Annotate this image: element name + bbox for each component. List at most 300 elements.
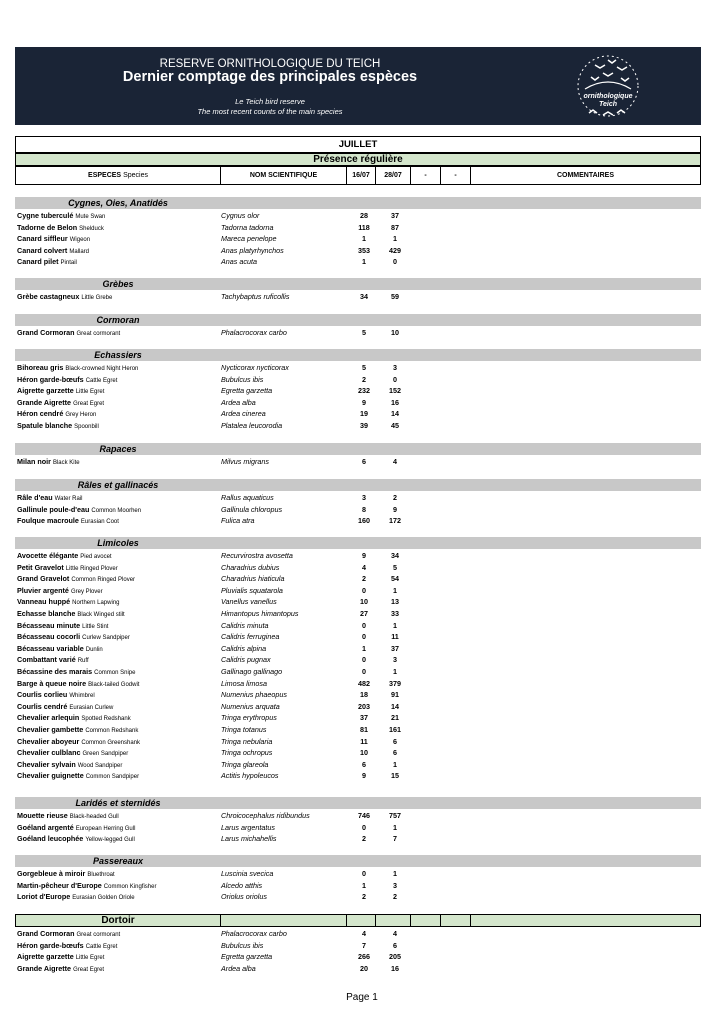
scientific-name: Limosa limosa	[221, 678, 267, 688]
count-28-07: 1	[393, 869, 397, 878]
section-title: Rapaces	[99, 444, 137, 454]
species-name: Grande Aigrette Great Egret	[17, 963, 105, 973]
table-row	[17, 456, 697, 467]
count-28-07: 1	[393, 822, 397, 832]
species-name-en: Spotted Redshank	[81, 716, 131, 723]
species-name-en: Great cormorant	[76, 932, 121, 938]
species-name: Courlis cendré Eurasian Curlew	[17, 701, 114, 711]
count-28-07: 6	[393, 748, 397, 758]
col-date-2: 28/07	[376, 167, 411, 184]
count-16-07: 0	[362, 620, 366, 630]
species-name-en: Common Ringed Plover	[71, 577, 136, 584]
logo-text-1: ornithologique	[583, 93, 633, 100]
species-name: Goéland leucophée Yellow-legged Gull	[17, 834, 135, 844]
species-name-en: Cattle Egret	[85, 943, 118, 950]
scientific-name: Bubulcus ibis	[221, 374, 264, 384]
scientific-name: Charadrius hiaticula	[221, 574, 285, 584]
species-name-en: Whimbrel	[69, 693, 95, 700]
reserve-name: RESERVE ORNITHOLOGIQUE DU TEICH	[159, 58, 381, 70]
species-name-en: Common Kingfisher	[103, 883, 157, 890]
species-name: Foulque macroule Eurasian Coot	[17, 516, 119, 526]
section-title: Râles et gallinacés	[77, 480, 159, 490]
section-header	[15, 278, 701, 290]
scientific-name: Phalacrocorax carbo	[221, 328, 287, 337]
table-row	[17, 712, 697, 723]
scientific-name: Ardea cinerea	[221, 409, 266, 419]
scientific-name: Gallinula chloropus	[221, 504, 283, 514]
count-28-07: 21	[391, 713, 399, 723]
scientific-name: Tadorna tadorna	[221, 222, 274, 232]
species-name-en: Eurasian Coot	[80, 519, 119, 526]
count-28-07: 4	[393, 929, 397, 938]
count-16-07: 203	[358, 701, 370, 711]
table-row	[17, 573, 697, 584]
species-name-en: Grey Plover	[70, 588, 103, 595]
count-16-07: 3	[362, 493, 366, 502]
table-row	[17, 233, 697, 244]
scientific-name: Gallinago gallinago	[221, 667, 283, 676]
scientific-name: Larus michahellis	[221, 834, 277, 844]
dortoir-cell-sci	[221, 915, 347, 926]
count-16-07: 8	[362, 504, 366, 514]
table-row	[17, 666, 697, 677]
species-name: Chevalier aboyeur Common Greenshank	[17, 736, 141, 746]
scientific-name: Tringa ochropus	[221, 748, 273, 758]
count-16-07: 9	[362, 771, 366, 781]
species-name: Bécasseau variable Dunlin	[17, 643, 103, 653]
species-name-en: Common Snipe	[94, 670, 136, 676]
count-16-07: 0	[362, 655, 366, 665]
scientific-name: Vanellus vanellus	[221, 597, 277, 607]
species-name: Héron garde-bœufs Cattle Egret	[17, 374, 118, 384]
section-title: Cormoran	[96, 315, 140, 325]
count-16-07: 5	[362, 328, 366, 337]
species-name-en: European Herring Gull	[75, 825, 136, 832]
count-16-07: 18	[360, 690, 368, 700]
scientific-name: Mareca penelope	[221, 234, 277, 244]
col-comments: COMMENTAIRES	[556, 172, 615, 179]
count-28-07: 3	[393, 880, 397, 890]
count-28-07: 9	[393, 504, 397, 514]
count-28-07: 2	[393, 892, 397, 902]
count-28-07: 87	[391, 222, 399, 232]
table-row	[17, 678, 697, 689]
scientific-name: Numenius arquata	[221, 701, 280, 711]
section-title: Grèbes	[102, 279, 134, 289]
count-28-07: 1	[393, 585, 397, 595]
count-28-07: 6	[393, 736, 397, 746]
table-row	[17, 833, 697, 844]
scientific-name: Platalea leucorodia	[221, 421, 283, 430]
count-16-07: 1	[362, 880, 366, 890]
table-row	[17, 362, 697, 373]
count-16-07: 39	[360, 421, 368, 430]
scientific-name: Calidris alpina	[221, 643, 267, 653]
species-name: Martin-pêcheur d'Europe Common Kingfisher	[17, 880, 157, 890]
table-row	[17, 689, 697, 700]
dortoir-cell-d1	[347, 915, 376, 926]
section-header	[15, 855, 701, 867]
scientific-name: Calidris pugnax	[221, 655, 271, 665]
count-16-07: 1	[362, 643, 366, 653]
species-name: Grande Aigrette Great Egret	[17, 397, 105, 407]
species-name-en: Water Rail	[54, 496, 83, 502]
count-16-07: 2	[362, 374, 366, 384]
scientific-name: Calidris minuta	[221, 620, 269, 630]
count-28-07: 11	[391, 632, 399, 642]
count-28-07: 429	[389, 245, 401, 255]
count-28-07: 33	[391, 609, 399, 618]
scientific-name: Actitis hypoleucos	[221, 771, 279, 781]
count-16-07: 2	[362, 892, 366, 902]
species-name: Grèbe castagneux Little Grebe	[17, 292, 113, 301]
table-row	[17, 492, 697, 503]
count-16-07: 11	[360, 736, 368, 746]
count-16-07: 353	[358, 245, 370, 255]
dortoir-cell-d3	[411, 915, 441, 926]
count-28-07: 1	[393, 759, 397, 769]
count-16-07: 34	[360, 292, 368, 301]
count-28-07: 14	[391, 701, 399, 711]
species-name: Spatule blanche Spoonbill	[17, 421, 99, 430]
count-16-07: 7	[362, 940, 366, 950]
count-16-07: 9	[362, 397, 366, 407]
species-name-en: Shelduck	[79, 225, 104, 232]
count-16-07: 6	[362, 759, 366, 769]
count-28-07: 172	[389, 516, 401, 526]
count-16-07: 746	[358, 811, 370, 820]
scientific-name: Tringa erythropus	[221, 713, 277, 723]
species-name: Chevalier guignette Common Sandpiper	[17, 771, 140, 781]
species-name: Grand Cormoran Great cormorant	[17, 929, 121, 938]
scientific-name: Bubulcus ibis	[221, 940, 264, 950]
section-header	[15, 314, 701, 326]
species-name: Aigrette garzette Little Egret	[17, 386, 105, 396]
logo-text-2: Teich	[598, 101, 618, 108]
species-name: Canard siffleur Wigeon	[17, 234, 91, 244]
species-name: Pluvier argenté Grey Plover	[17, 585, 103, 595]
count-16-07: 232	[358, 386, 370, 396]
table-row	[17, 928, 697, 939]
count-16-07: 37	[360, 713, 368, 723]
species-name: Avocette élégante Pied avocet	[17, 551, 112, 560]
count-28-07: 379	[389, 678, 401, 688]
species-name: Chevalier gambette Common Redshank	[17, 725, 139, 734]
section-header	[15, 197, 701, 209]
species-name-en: Little Stint	[82, 623, 109, 630]
species-name: Cygne tuberculé Mute Swan	[17, 211, 106, 220]
species-name: Mouette rieuse Black-headed Gull	[17, 811, 119, 820]
count-16-07: 4	[362, 562, 366, 572]
scientific-name: Ardea alba	[221, 397, 256, 407]
table-row	[17, 515, 697, 526]
species-name: Barge à queue noire Black-tailed Godwit	[17, 678, 140, 688]
species-name: Gorgebleue à miroir Bluethroat	[17, 869, 115, 878]
count-16-07: 28	[360, 211, 368, 220]
count-16-07: 10	[360, 597, 368, 607]
species-name: Courlis corlieu Whimbrel	[17, 690, 95, 700]
col-species: ESPECES Species	[16, 167, 221, 184]
species-name: Milan noir Black Kite	[17, 457, 80, 466]
count-28-07: 205	[389, 952, 401, 962]
count-16-07: 266	[358, 952, 370, 962]
species-name-en: Grey Heron	[65, 412, 97, 419]
count-16-07: 4	[362, 929, 366, 938]
scientific-name: Tringa nebularia	[221, 736, 273, 746]
species-name: Combattant varié Ruff	[17, 655, 89, 665]
species-name-en: Cattle Egret	[85, 377, 118, 384]
header-banner	[15, 47, 701, 125]
count-28-07: 37	[391, 643, 399, 653]
table-row	[17, 631, 697, 642]
table-row	[17, 810, 697, 821]
count-16-07: 6	[362, 457, 366, 466]
species-name: Gallinule poule-d'eau Common Moorhen	[17, 504, 142, 514]
table-row	[17, 245, 697, 256]
species-name: Grand Cormoran Great cormorant	[17, 328, 121, 337]
table-row	[17, 596, 697, 607]
table-row	[17, 256, 697, 267]
scientific-name: Egretta garzetta	[221, 952, 273, 962]
species-name: Héron garde-bœufs Cattle Egret	[17, 940, 118, 950]
subtitle-en-2: The most recent counts of the main species	[197, 107, 343, 116]
count-28-07: 15	[391, 771, 399, 781]
count-16-07: 1	[362, 234, 366, 244]
table-row	[17, 550, 697, 561]
count-16-07: 81	[360, 725, 368, 734]
table-row	[17, 585, 697, 596]
table-row	[17, 736, 697, 747]
scientific-name: Milvus migrans	[221, 457, 269, 466]
scientific-name: Rallus aquaticus	[221, 493, 274, 502]
count-28-07: 3	[393, 363, 397, 372]
count-16-07: 0	[362, 869, 366, 878]
species-name-en: Black-headed Gull	[69, 814, 119, 820]
species-name-en: Mute Swan	[75, 214, 106, 220]
table-row	[17, 420, 697, 431]
scientific-name: Oriolus oriolus	[221, 892, 267, 902]
species-name-en: Black Winged stilt	[77, 612, 125, 618]
count-28-07: 0	[393, 374, 397, 384]
scientific-name: Tachybaptus ruficollis	[221, 292, 290, 301]
count-16-07: 5	[362, 363, 366, 372]
col-scientific: NOM SCIENTIFIQUE	[221, 167, 347, 184]
species-name-en: Little Grebe	[81, 295, 113, 301]
count-16-07: 160	[358, 516, 370, 526]
section-header	[15, 537, 701, 549]
species-name: Petit Gravelot Little Ringed Plover	[17, 562, 118, 572]
count-16-07: 1	[362, 257, 366, 267]
species-name-en: Dunlin	[85, 646, 103, 653]
dortoir-cell-comments	[471, 915, 700, 926]
section-title: Laridés et sternidés	[75, 798, 161, 808]
count-28-07: 161	[389, 725, 401, 734]
scientific-name: Nycticorax nycticorax	[221, 363, 289, 372]
species-name: Bihoreau gris Black-crowned Night Heron	[17, 363, 139, 372]
species-name: Goéland argenté European Herring Gull	[17, 822, 136, 832]
species-name-en: Great Egret	[73, 966, 105, 973]
table-row	[17, 770, 697, 781]
species-name-en: Northern Lapwing	[72, 600, 120, 607]
section-title: Cygnes, Oies, Anatidés	[68, 198, 168, 208]
species-name-en: Great cormorant	[76, 331, 121, 337]
table-row	[17, 397, 697, 408]
count-16-07: 27	[360, 609, 368, 618]
table-row	[17, 701, 697, 712]
count-28-07: 152	[389, 386, 401, 396]
scientific-name: Recurvirostra avosetta	[221, 551, 293, 560]
species-name-en: Wigeon	[69, 237, 91, 244]
species-name-en: Curlew Sandpiper	[82, 635, 130, 642]
species-name: Canard colvert Mallard	[17, 245, 90, 255]
scientific-name: Anas acuta	[221, 257, 257, 267]
species-name: Bécasseau minute Little Stint	[17, 620, 109, 630]
col-date-3: -	[411, 167, 441, 184]
count-28-07: 7	[393, 834, 397, 844]
scientific-name: Alcedo atthis	[221, 880, 263, 890]
section-title: Limicoles	[97, 538, 139, 548]
scientific-name: Himantopus himantopus	[221, 609, 299, 618]
species-name-en: Little Ringed Plover	[65, 565, 118, 572]
scientific-name: Tringa glareola	[221, 759, 269, 769]
count-28-07: 91	[391, 690, 399, 700]
count-16-07: 20	[360, 963, 368, 973]
species-name-en: Common Sandpiper	[85, 774, 140, 781]
section-title: Echassiers	[94, 350, 142, 360]
table-row	[17, 868, 697, 879]
species-name: Canard pilet Pintail	[17, 257, 77, 267]
count-28-07: 0	[393, 257, 397, 267]
scientific-name: Egretta garzetta	[221, 386, 273, 396]
count-28-07: 10	[391, 328, 399, 337]
birds-logo-icon	[573, 51, 643, 121]
count-16-07: 0	[362, 585, 366, 595]
scientific-name: Charadrius dubius	[221, 562, 280, 572]
table-row	[17, 724, 697, 735]
scientific-name: Anas platyrhynchos	[221, 245, 284, 255]
species-name-en: Little Egret	[75, 955, 105, 962]
count-16-07: 2	[362, 574, 366, 584]
species-name: Echasse blanche Black Winged stilt	[17, 609, 125, 618]
count-28-07: 37	[391, 211, 399, 220]
count-16-07: 19	[360, 409, 368, 419]
scientific-name: Luscinia svecica	[221, 869, 274, 878]
species-name-en: Yellow-legged Gull	[85, 837, 135, 844]
count-16-07: 2	[362, 834, 366, 844]
count-28-07: 59	[391, 292, 399, 301]
species-name: Loriot d'Europe Eurasian Golden Oriole	[17, 892, 135, 902]
count-28-07: 54	[391, 574, 399, 584]
species-name-en: Common Greenshank	[81, 739, 141, 746]
scientific-name: Larus argentatus	[221, 822, 275, 832]
table-row	[17, 822, 697, 833]
species-name-en: Ruff	[77, 658, 89, 665]
count-28-07: 1	[393, 234, 397, 244]
count-28-07: 3	[393, 655, 397, 665]
count-28-07: 5	[393, 562, 397, 572]
section-header	[15, 479, 701, 491]
species-name: Vanneau huppé Northern Lapwing	[17, 597, 120, 607]
table-row	[17, 880, 697, 891]
count-16-07: 9	[362, 551, 366, 560]
species-name: Chevalier sylvain Wood Sandpiper	[17, 759, 123, 769]
table-row	[17, 562, 697, 573]
species-name: Râle d'eau Water Rail	[17, 493, 83, 502]
species-name-en: Black Kite	[52, 460, 80, 466]
section-header	[15, 443, 701, 455]
table-row	[17, 327, 697, 338]
species-name: Bécasseau cocorli Curlew Sandpiper	[17, 632, 130, 642]
table-row	[17, 408, 697, 419]
count-16-07: 0	[362, 667, 366, 676]
reserve-logo	[573, 51, 643, 121]
count-28-07: 34	[391, 551, 399, 560]
table-row	[17, 951, 697, 962]
species-name-en: Green Sandpiper	[82, 751, 129, 758]
table-row	[17, 759, 697, 770]
count-16-07: 118	[358, 222, 370, 232]
table-row	[17, 891, 697, 902]
dortoir-header	[15, 914, 701, 927]
species-name-en: Pintail	[60, 260, 77, 267]
scientific-name: Chroicocephalus ridibundus	[221, 811, 310, 820]
table-row	[17, 210, 697, 221]
species-name-en: Bluethroat	[87, 872, 115, 878]
table-row	[17, 747, 697, 758]
count-28-07: 16	[391, 397, 399, 407]
species-name: Bécassine des marais Common Snipe	[17, 667, 136, 676]
col-date-1: 16/07	[347, 167, 376, 184]
dortoir-title: Dortoir	[16, 915, 221, 926]
table-row	[17, 940, 697, 951]
col-date-4: -	[441, 167, 471, 184]
scientific-name: Numenius phaeopus	[221, 690, 287, 700]
count-16-07: 0	[362, 632, 366, 642]
species-name-en: Pied avocet	[80, 554, 112, 560]
scientific-name: Pluvialis squatarola	[221, 585, 283, 595]
species-name: Tadorne de Belon Shelduck	[17, 222, 104, 232]
table-row	[17, 963, 697, 974]
table-row	[17, 643, 697, 654]
scientific-name: Tringa totanus	[221, 725, 267, 734]
species-name-en: Great Egret	[73, 400, 105, 407]
species-name-en: Black-crowned Night Heron	[65, 366, 139, 372]
table-row	[17, 291, 697, 302]
scientific-name: Cygnus olor	[221, 211, 260, 220]
table-row	[17, 374, 697, 385]
species-name-en: Common Redshank	[85, 728, 139, 734]
column-headers	[15, 166, 701, 185]
subtitle-en-1: Le Teich bird reserve	[235, 97, 305, 106]
page-number: Page 1	[346, 992, 378, 1003]
section-header	[15, 797, 701, 809]
scientific-name: Calidris ferruginea	[221, 632, 280, 642]
species-name-en: Eurasian Golden Oriole	[72, 895, 135, 902]
species-name-en: Mallard	[69, 248, 90, 255]
species-name: Chevalier arlequin Spotted Redshank	[17, 713, 131, 723]
species-name: Aigrette garzette Little Egret	[17, 952, 105, 962]
page-title: Dernier comptage des principales espèces	[122, 69, 418, 85]
scientific-name: Fulica atra	[221, 516, 255, 526]
section-title: Passereaux	[92, 856, 144, 866]
count-28-07: 2	[393, 493, 397, 502]
table-row	[17, 222, 697, 233]
table-row	[17, 654, 697, 665]
table-row	[17, 385, 697, 396]
scientific-name: Ardea alba	[221, 963, 256, 973]
count-28-07: 4	[393, 457, 397, 466]
dortoir-cell-d2	[376, 915, 411, 926]
